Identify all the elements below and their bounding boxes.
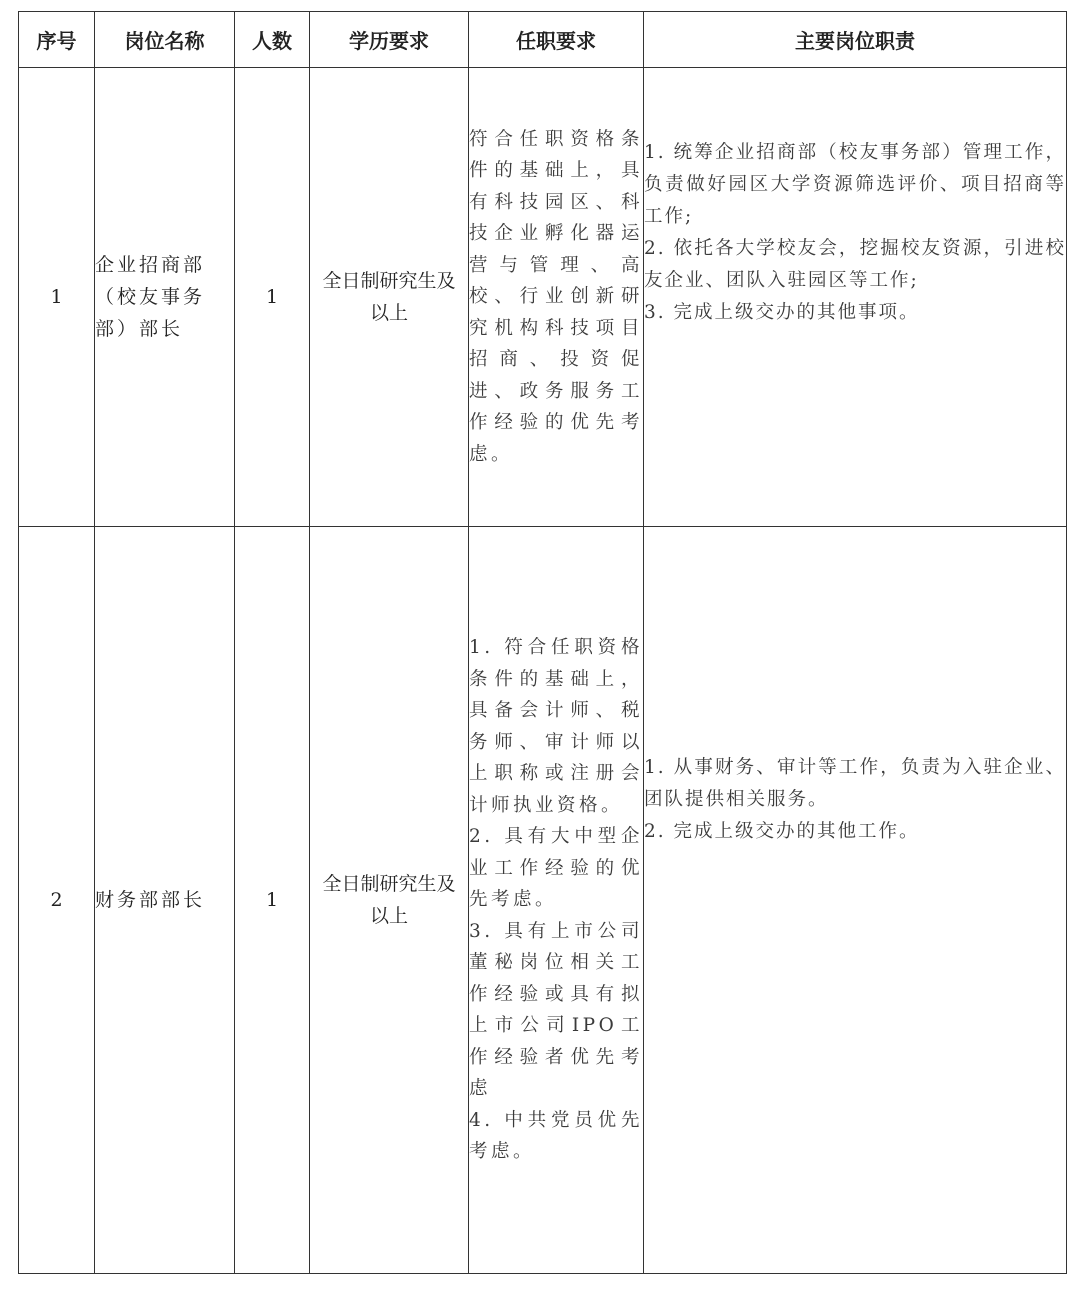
header-index: 序号	[19, 12, 95, 68]
row-requirements-cell	[469, 68, 644, 527]
table-row	[19, 68, 1067, 527]
row-duties-cell	[644, 68, 1067, 527]
job-table	[18, 11, 1067, 1274]
row-education-cell	[310, 68, 469, 527]
row-count: 1	[235, 68, 310, 527]
row-count: 1	[235, 527, 310, 1274]
header-position: 岗位名称	[95, 12, 235, 68]
row-education: 全日制研究生及以上	[322, 873, 456, 927]
row-education: 全日制研究生及以上	[322, 270, 456, 324]
row-requirements-cell	[469, 527, 644, 1274]
header-education: 学历要求	[310, 12, 469, 68]
header-duties: 主要岗位职责	[644, 12, 1067, 68]
row-position-cell	[95, 68, 235, 527]
table-row	[19, 527, 1067, 1274]
row-position-cell	[95, 527, 235, 1274]
row-education-cell	[310, 527, 469, 1274]
row-position: 财务部部长	[95, 889, 206, 911]
table-header-row	[19, 12, 1067, 68]
row-duties: 1. 从事财务、审计等工作，负责为入驻企业、团队提供相关服务。 2. 完成上级交办的其他工作。	[644, 757, 1066, 842]
row-index: 2	[19, 527, 95, 1274]
row-position: 企业招商部（校友事务部）部长	[95, 254, 206, 340]
header-requirements: 任职要求	[469, 12, 644, 68]
row-duties-cell	[644, 527, 1067, 1274]
row-requirements: 1. 符合任职资格条件的基础上，具备会计师、税务师、审计师以上职称或注册会计师执业资格。 2. 具有大中型企业工作经验的优先考虑。 3. 具有上市公司董秘岗位相关工作经验或具有拟上市公司IPO工作经验者优先考虑 4. 中共党员优先考虑。	[469, 637, 643, 1163]
row-requirements: 符合任职资格条件的基础上，具有科技园区、科技企业孵化器运营与管理、高校、行业创新研究机构科技项目招商、投资促进、政务服务工作经验的优先考虑。	[469, 128, 643, 465]
row-duties: 1. 统筹企业招商部（校友事务部）管理工作，负责做好园区大学资源筛选评价、项目招商等工作; 2. 依托各大学校友会，挖掘校友资源，引进校友企业、团队入驻园区等工作; 3. 完成上级交办的其他事项。	[644, 142, 1066, 323]
row-index: 1	[19, 68, 95, 527]
header-count: 人数	[235, 12, 310, 68]
